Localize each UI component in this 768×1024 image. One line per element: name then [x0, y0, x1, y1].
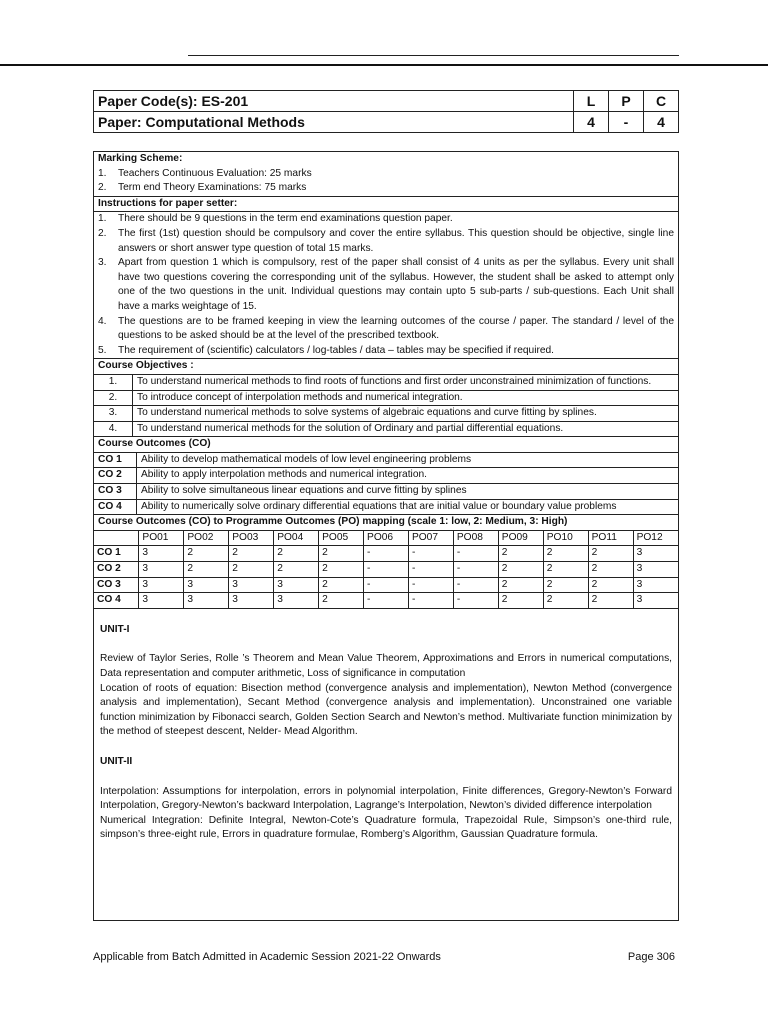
syllabus-box	[93, 151, 679, 921]
unit1-paragraph: Review of Taylor Series, Rolle ’s Theorem and Mean Value Theorem, Approximations and Errors in numerical computations, Data representation and computer arithmetic, Loss of significance in computation	[100, 653, 672, 679]
outcomes-table	[94, 453, 678, 515]
instructions-title: Instructions for paper setter:	[94, 197, 678, 213]
unit1-title: UNIT-I	[100, 623, 130, 635]
table-row: CO 1 3 2 2 2 2 - - - 2 2 2 3	[94, 546, 678, 562]
l-label: L	[574, 91, 609, 112]
table-row: 3. To understand numerical methods to solve systems of algebraic equations and curve fitting by splines.	[94, 406, 678, 422]
footer-applicable: Applicable from Batch Admitted in Academic Session 2021-22 Onwards	[93, 951, 441, 963]
table-row: CO 1 Ability to develop mathematical models of low level engineering problems	[94, 453, 678, 468]
page-number: Page 306	[627, 951, 675, 963]
unit2-paragraph: Interpolation: Assumptions for interpolation, errors in polynomial interpolation, Finite differences, Gregory-Newton’s Forward Interpolation, Gregory-Newton’s backward Interpolation, Lagrange’s Interpolation, Newton’s divided difference interpolation	[100, 785, 672, 812]
instructions-list	[94, 212, 678, 359]
objectives-table	[94, 375, 678, 437]
table-row: CO 4 3 3 3 3 2 - - - 2 2 2 3	[94, 593, 678, 609]
po-mapping-table	[94, 531, 678, 609]
l-value: 4	[574, 112, 609, 133]
unit1-paragraph: Location of roots of equation: Bisection method (convergence analysis and implementation), Newton Method (convergence analysis and implementation), Secant Method (convergence analysis and implementation). Unconstrained one variable function minimization by Fibonacci search, Golden Section Search and Newton’s method. Multivariate function minimization by the method of steepest descent, Nelder- Mead Algorithm.	[100, 682, 672, 738]
list-item: 1. There should be 9 questions in the term end examinations question paper.	[98, 213, 453, 225]
header-rule-thin	[188, 55, 679, 56]
paper-header-table	[93, 90, 679, 133]
table-row: 4. To understand numerical methods for the solution of Ordinary and partial differential equations.	[94, 421, 678, 437]
list-item: 2. The first (1st) question should be compulsory and cover the entire syllabus. This question should be objective, single line answers or short answer type question of total 15 marks.	[98, 227, 674, 254]
objectives-title: Course Objectives :	[94, 359, 678, 375]
unit2-paragraph: Numerical Integration: Definite Integral, Newton-Cote’s Quadrature formula, Trapezoidal Rule, Simpson’s one-third rule, simpson’s three-eight rule, Errors in quadrature formulae, Romberg’s Algorithm, Gaussian Quadrature formula.	[100, 814, 672, 841]
p-label: P	[609, 91, 644, 112]
p-value: -	[609, 112, 644, 133]
list-item: 4. The questions are to be framed keeping in view the learning outcomes of the course / paper. The standard / level of the questions to be asked should be at the level of the prescribed textbook.	[98, 315, 674, 342]
mapping-title: Course Outcomes (CO) to Programme Outcomes (PO) mapping (scale 1: low, 2: Medium, 3: High)	[94, 515, 678, 531]
table-row: 1. To understand numerical methods to find roots of functions and first order unconstrained minimization of functions.	[94, 375, 678, 390]
list-item: 3. Apart from question 1 which is compulsory, rest of the paper shall consist of 4 units as per the syllabus. Every unit shall have two questions covering the corresponding unit of the syllabus. However, the student shall be asked to attempt only one of the two questions in the unit. Individual questions may contain upto 5 sub-parts / sub-questions. Each Unit shall have a marks weightage of 15.	[98, 257, 674, 312]
table-row: CO 3 Ability to solve simultaneous linear equations and curve fitting by splines	[94, 484, 678, 500]
outcomes-title: Course Outcomes (CO)	[94, 437, 678, 453]
table-row: CO 2 3 2 2 2 2 - - - 2 2 2 3	[94, 562, 678, 578]
paper-name: Paper: Computational Methods	[94, 112, 574, 133]
list-item: 5. The requirement of (scientific) calculators / log-tables / data – tables may be specified if required.	[98, 344, 555, 356]
unit2-title: UNIT-II	[100, 755, 133, 767]
table-row: CO 2 Ability to apply interpolation methods and numerical integration.	[94, 468, 678, 484]
table-row: 2. To introduce concept of interpolation methods and numerical integration.	[94, 390, 678, 406]
list-item: 1. Teachers Continuous Evaluation: 25 marks	[98, 167, 312, 179]
table-header-row: PO01 PO02 PO03 PO04 PO05 PO06 PO07 PO08 PO09 PO10 PO11 PO12	[94, 531, 678, 546]
table-row: CO 3 3 3 3 3 2 - - - 2 2 2 3	[94, 577, 678, 593]
c-label: C	[644, 91, 679, 112]
paper-code: Paper Code(s): ES-201	[94, 91, 574, 112]
units-section	[94, 609, 678, 843]
c-value: 4	[644, 112, 679, 133]
table-row: CO 4 Ability to numerically solve ordinary differential equations that are initial value or boundary value problems	[94, 499, 678, 515]
list-item: 2. Term end Theory Examinations: 75 marks	[98, 182, 307, 194]
marking-scheme	[94, 152, 678, 197]
header-rule-thick	[0, 64, 768, 66]
marking-title: Marking Scheme:	[98, 153, 183, 164]
